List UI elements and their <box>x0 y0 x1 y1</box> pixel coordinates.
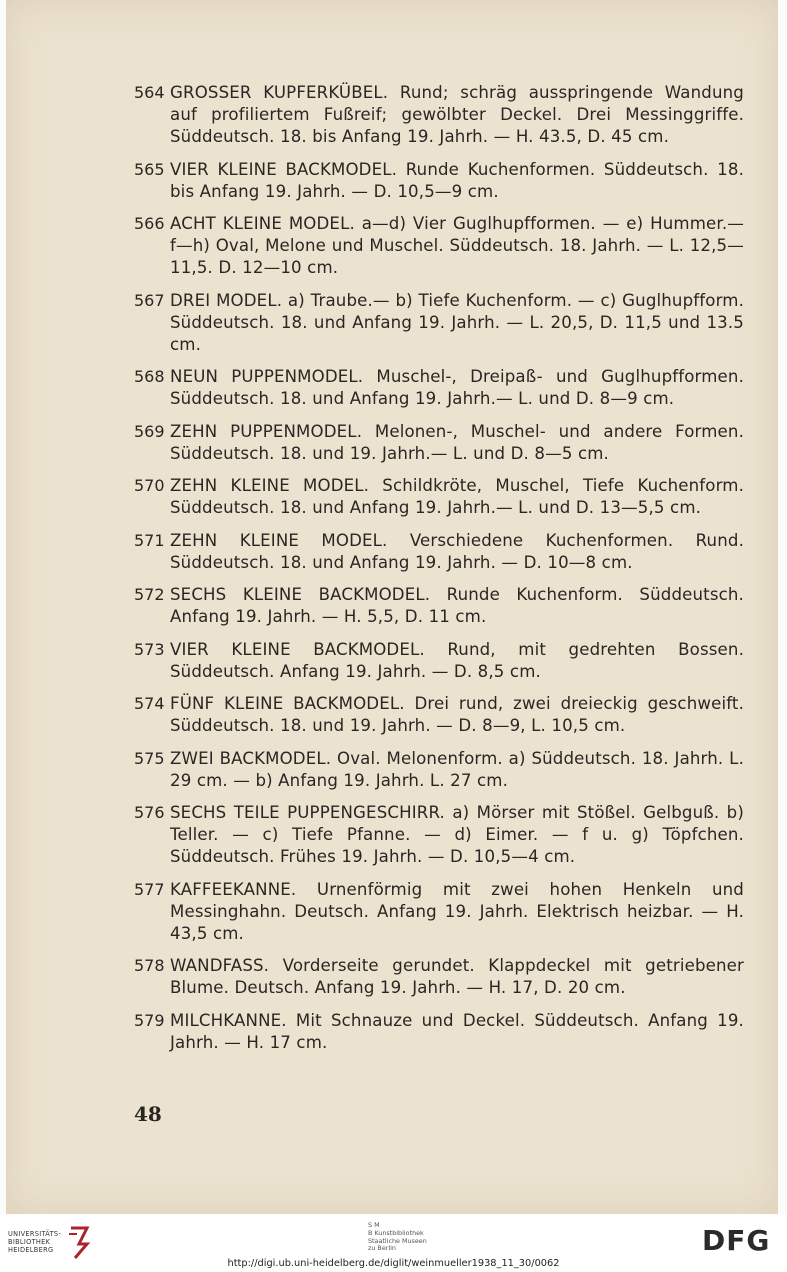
entry-number: 565 <box>134 159 165 179</box>
catalog-entry <box>134 530 744 574</box>
catalog-entry <box>134 82 744 148</box>
entry-description: MILCHKANNE. Mit Schnauze und Deckel. Süddeutsch. Anfang 19. Jahrh. — H. 17 cm. <box>170 1010 744 1052</box>
center-logo-line: S M <box>368 1221 380 1229</box>
entry-number: 574 <box>134 694 165 713</box>
catalog-entries <box>134 82 744 1064</box>
entry-description: NEUN PUPPENMODEL. Muschel-, Dreipaß- und Guglhupfformen. Süddeutsch. 18. und Anfang 19. Jahrh.— L. und D. 8—9 cm. <box>170 367 744 408</box>
catalog-entry <box>134 879 744 945</box>
entry-description: ZWEI BACKMODEL. Oval. Melonenform. a) Süddeutsch. 18. Jahrh. L. 29 cm. — b) Anfang 19. Jahrh. L. 27 cm. <box>170 748 744 790</box>
catalog-entry <box>134 475 744 519</box>
catalog-entry <box>134 421 744 465</box>
university-line: BIBLIOTHEK <box>8 1238 51 1246</box>
entry-description: SECHS KLEINE BACKMODEL. Runde Kuchenform. Süddeutsch. Anfang 19. Jahrh. — H. 5,5, D. 11 cm. <box>170 585 744 626</box>
entry-description: WANDFASS. Vorderseite gerundet. Klappdeckel mit getriebener Blume. Deutsch. Anfang 19. Jahrh. — H. 17, D. 20 cm. <box>170 956 744 997</box>
entry-number: 579 <box>134 1010 165 1030</box>
center-logo-line: B Kunstbibliothek <box>368 1228 424 1237</box>
university-library-logo[interactable] <box>8 1224 95 1260</box>
entry-description: VIER KLEINE BACKMODEL. Rund, mit gedrehten Bossen. Süddeutsch. Anfang 19. Jahrh. — D. 8,5 cm. <box>170 639 744 681</box>
entry-number: 566 <box>134 214 165 233</box>
dfg-logo[interactable]: DFG <box>702 1224 771 1257</box>
university-emblem-icon <box>65 1224 95 1260</box>
entry-description: ACHT KLEINE MODEL. a—d) Vier Guglhupfformen. — e) Hummer.— f—h) Oval, Melone und Muschel. Süddeutsch. 18. Jahrh. — L. 12,5—11,5. D. 12—10 cm. <box>170 214 744 277</box>
catalog-entry <box>134 213 744 279</box>
center-logo-line: zu Berlin <box>368 1244 396 1253</box>
entry-description: ZEHN PUPPENMODEL. Melonen-, Muschel- und andere Formen. Süddeutsch. 18. und 19. Jahrh.— L. und D. 8—5 cm. <box>170 421 744 463</box>
entry-description: KAFFEEKANNE. Urnenförmig mit zwei hohen Henkeln und Messinghahn. Deutsch. Anfang 19. Jahrh. Elektrisch heizbar. — H. 43,5 cm. <box>170 879 744 943</box>
university-line: HEIDELBERG <box>8 1246 54 1254</box>
entry-number: 571 <box>134 530 165 550</box>
catalog-entry <box>134 584 744 628</box>
entry-number: 564 <box>134 83 165 102</box>
catalog-entry <box>134 802 744 868</box>
page-number: 48 <box>134 1102 162 1126</box>
entry-number: 578 <box>134 956 165 975</box>
entry-number: 575 <box>134 748 165 768</box>
catalog-entry <box>134 693 744 737</box>
entry-description: GROSSER KUPFERKÜBEL. Rund; schräg ausspringende Wandung auf profiliertem Fußreif; gewölbter Deckel. Drei Messinggriffe. Süddeutsch. 18. bis Anfang 19. Jahrh. — H. 43.5, D. 45 cm. <box>170 83 744 146</box>
entry-description: DREI MODEL. a) Traube.— b) Tiefe Kuchenform. — c) Guglhupfform. Süddeutsch. 18. und Anfang 19. Jahrh. — L. 20,5, D. 11,5 und 13.5 cm. <box>170 290 744 354</box>
entry-number: 577 <box>134 879 165 899</box>
entry-description: ZEHN KLEINE MODEL. Schildkröte, Muschel, Tiefe Kuchenform. Süddeutsch. 18. und Anfang 19. Jahrh.— L. und D. 13—5,5 cm. <box>170 476 744 517</box>
catalog-entry <box>134 1010 744 1054</box>
entry-number: 569 <box>134 421 165 441</box>
catalog-entry <box>134 639 744 683</box>
kunstbibliothek-logo[interactable] <box>368 1222 427 1253</box>
center-logo-line: Staatliche Museen <box>368 1236 427 1245</box>
entry-description: FÜNF KLEINE BACKMODEL. Drei rund, zwei dreieckig geschweift. Süddeutsch. 18. und 19. Jahrh. — D. 8—9, L. 10,5 cm. <box>170 694 744 735</box>
catalog-entry <box>134 955 744 999</box>
entry-description: VIER KLEINE BACKMODEL. Runde Kuchenformen. Süddeutsch. 18. bis Anfang 19. Jahrh. — D. 10,5—9 cm. <box>170 159 744 201</box>
entry-number: 572 <box>134 585 165 604</box>
university-name <box>8 1230 61 1254</box>
permalink-url[interactable]: http://digi.ub.uni-heidelberg.de/diglit/weinmueller1938_11_30/0062 <box>227 1258 560 1269</box>
scanned-page <box>6 0 778 1214</box>
entry-number: 570 <box>134 476 165 495</box>
entry-description: ZEHN KLEINE MODEL. Verschiedene Kuchenformen. Rund. Süddeutsch. 18. und Anfang 19. Jahrh. — D. 10—8 cm. <box>170 530 744 572</box>
entry-number: 567 <box>134 290 165 310</box>
entry-number: 568 <box>134 367 165 386</box>
catalog-entry <box>134 159 744 203</box>
university-line: UNIVERSITÄTS- <box>8 1230 62 1238</box>
entry-number: 576 <box>134 803 165 822</box>
catalog-entry <box>134 366 744 410</box>
entry-description: SECHS TEILE PUPPENGESCHIRR. a) Mörser mit Stößel. Gelbguß. b) Teller. — c) Tiefe Pfanne. — d) Eimer. — f u. g) Töpfchen. Süddeutsch. Frühes 19. Jahrh. — D. 10,5—4 cm. <box>170 803 744 866</box>
catalog-entry <box>134 290 744 356</box>
entry-number: 573 <box>134 639 165 659</box>
catalog-entry <box>134 748 744 792</box>
